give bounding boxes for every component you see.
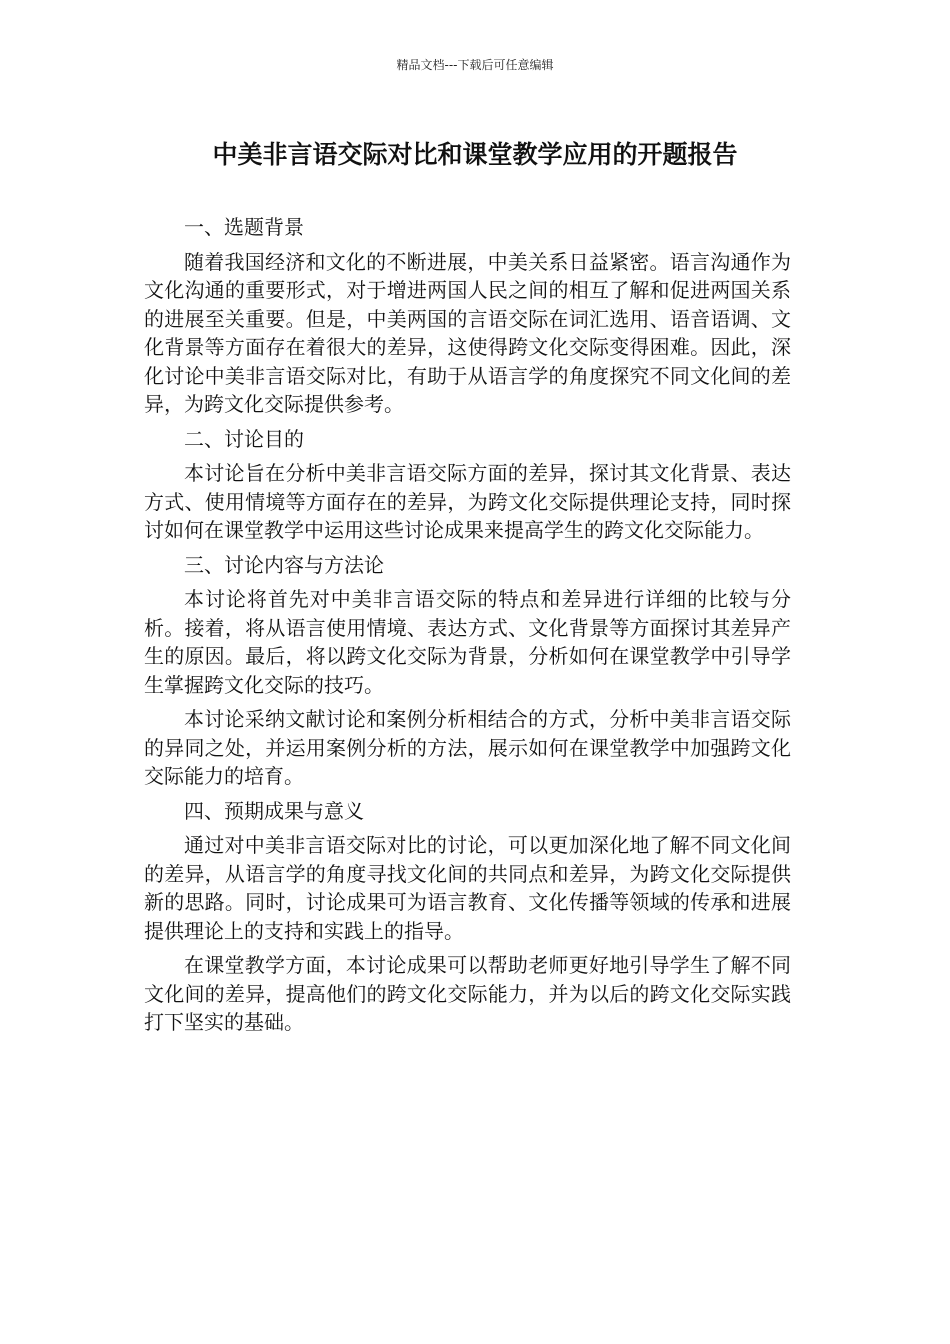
paragraph: 通过对中美非言语交际对比的讨论，可以更加深化地了解不同文化间的差异，从语言学的角度寻找文化间的共同点和差异，为跨文化交际提供新的思路。同时，讨论成果可为语言教育、文化传播等领域的传承和进展提供理论上的支持和实践上的指导。: [144, 833, 791, 943]
section-heading: 二、讨论目的: [184, 426, 304, 451]
paragraph: 本讨论旨在分析中美非言语交际方面的差异，探讨其文化背景、表达方式、使用情境等方面存在的差异，为跨文化交际提供理论支持，同时探讨如何在课堂教学中运用这些讨论成果来提高学生的跨文化交际能力。: [144, 461, 791, 542]
paragraph: 本讨论将首先对中美非言语交际的特点和差异进行详细的比较与分析。接着，将从语言使用情境、表达方式、文化背景等方面探讨其差异产生的原因。最后，将以跨文化交际为背景，分析如何在课堂教学中引导学生掌握跨文化交际的技巧。: [144, 587, 791, 697]
section-outcomes: [144, 797, 791, 1037]
section-background: [144, 213, 791, 419]
section-content-method: [144, 551, 791, 791]
document-body: [144, 209, 791, 1043]
header-note: 精品文档---下载后可任意编辑: [396, 58, 554, 72]
section-heading: 四、预期成果与意义: [184, 798, 364, 823]
paragraph: 随着我国经济和文化的不断进展，中美关系日益紧密。语言沟通作为文化沟通的重要形式，对于增进两国人民之间的相互了解和促进两国关系的进展至关重要。但是，中美两国的言语交际在词汇选用、语音语调、文化背景等方面存在着很大的差异，这使得跨文化交际变得困难。因此，深化讨论中美非言语交际对比，有助于从语言学的角度探究不同文化间的差异，为跨文化交际提供参考。: [144, 249, 791, 416]
paragraph: 本讨论采纳文献讨论和案例分析相结合的方式，分析中美非言语交际的异同之处，并运用案例分析的方法，展示如何在课堂教学中加强跨文化交际能力的培育。: [144, 707, 791, 788]
section-purpose: [144, 425, 791, 545]
document-title: 中美非言语交际对比和课堂教学应用的开题报告: [212, 140, 738, 169]
paragraph: 在课堂教学方面，本讨论成果可以帮助老师更好地引导学生了解不同文化间的差异，提高他们的跨文化交际能力，并为以后的跨文化交际实践打下坚实的基础。: [144, 953, 791, 1034]
section-heading: 一、选题背景: [184, 215, 304, 239]
section-heading: 三、讨论内容与方法论: [184, 552, 384, 577]
